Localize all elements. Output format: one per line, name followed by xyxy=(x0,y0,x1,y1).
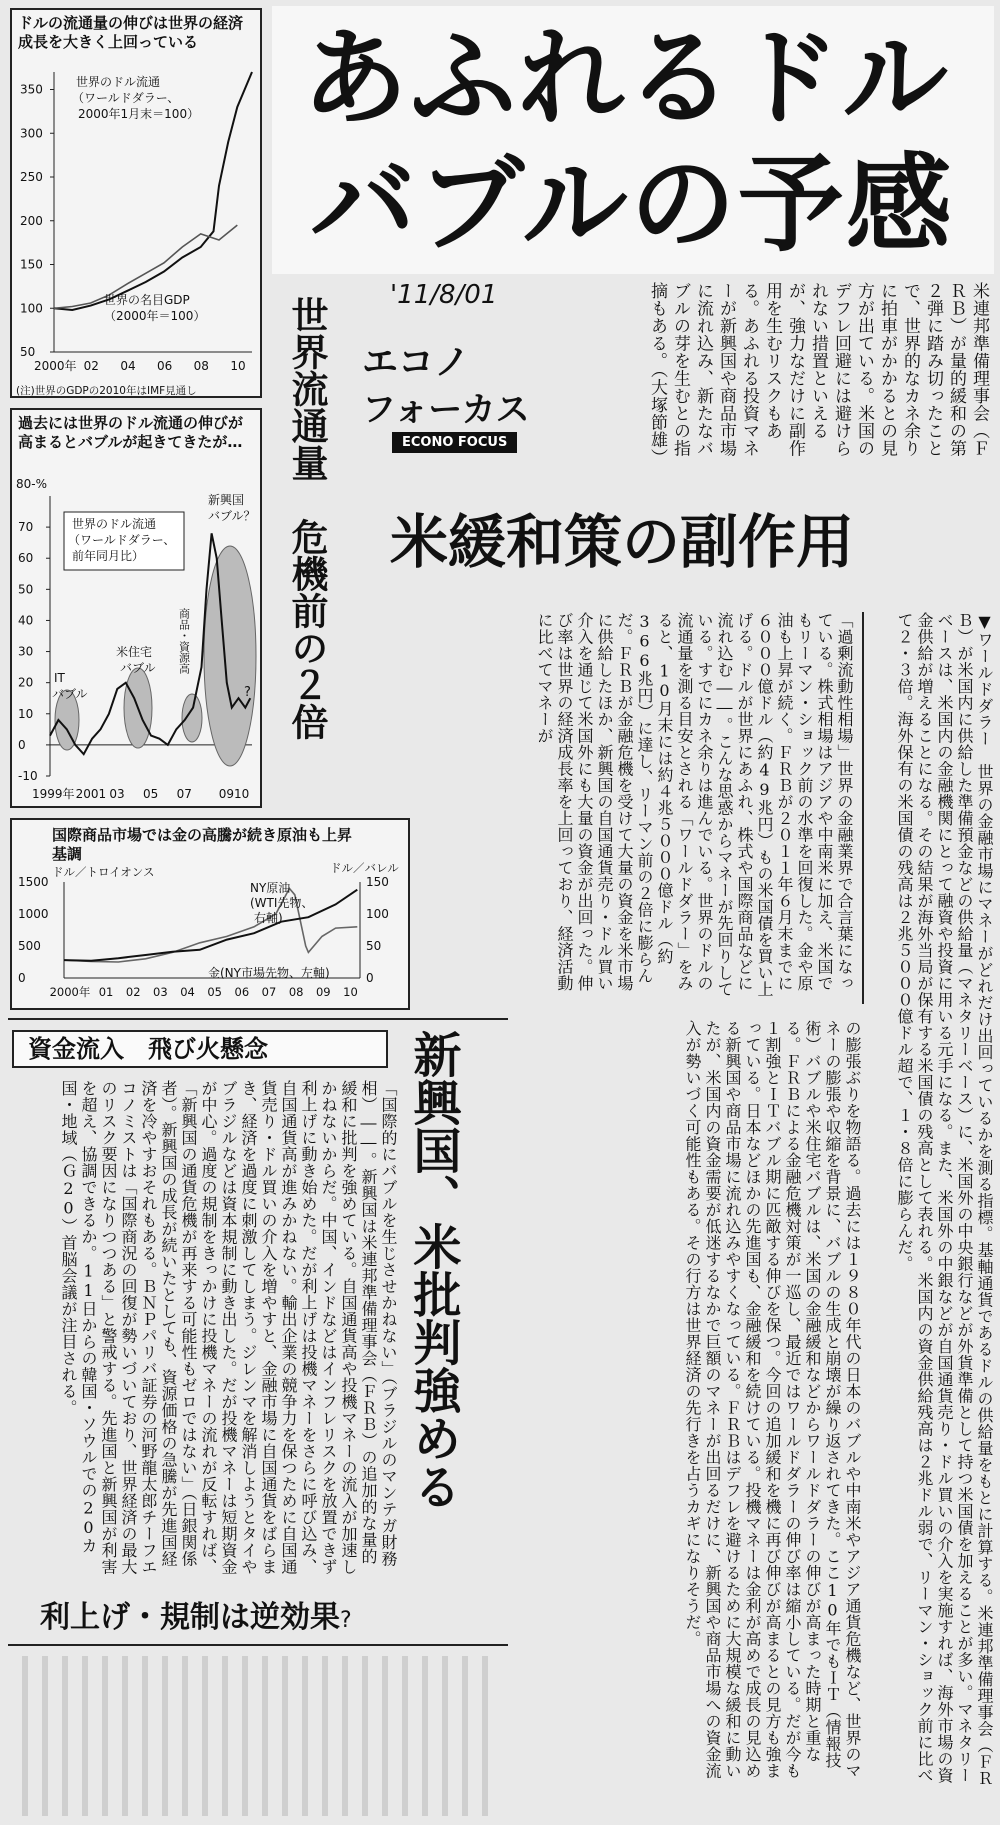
chart2-annot-commodity: 商品・資源高 xyxy=(177,608,191,674)
chart2-legend1: 世界のドル流通 xyxy=(72,517,157,531)
chart2-annot-it2: バブル xyxy=(52,687,88,701)
chart3-xtick-label: 08 xyxy=(288,985,304,999)
body-mid: の膨張ぶりを物語る。過去には１９８０年代の日本のバブルや中南米やアジア通貨危機など、世界のマネーの膨張や収縮を背景に、バブルの生成と崩壊が繰り返されてきた。ここ10年でもＩＴ（情報技術）バブルや米住宅バブルは、米国の金融緩和などからワールドダラーの伸びが高まった時期と重なる。ＦＲＢによる金融危機対策が一巡し、最近ではワールドダラーの伸び率は縮小している。だが今も１割強とＩＴバブル期に匹敵する伸びを保つ。今回の追加緩和を機に再び伸びが高まるとの見方も強まっている。日本などほかの先進国も、金融緩和を続けている。投機マネーは金利が高めで成長の見込める新興国や商品市場に流れ込みやすくなっている。ＦＲＢはデフレを避けるために大規模な緩和に動いたが、米国内の資金需要が低迷するなかで巨額のマネーが出回るだけに、新興国や商品市場への資金流入が勢いづく可能性もある。その行方は世界経済の先行きを占うカギになりそうだ。 xyxy=(683,1020,862,1779)
chart3-ytick-right: 0 xyxy=(366,971,374,985)
chart2-ytick-label: 30 xyxy=(18,644,34,659)
section2-banner xyxy=(12,1030,388,1068)
chart-dollar-vs-gdp xyxy=(10,8,262,398)
chart1-xtick-label: 06 xyxy=(157,359,173,373)
chart3-label-gold: 金(NY市場先物、左軸) xyxy=(208,966,330,980)
chart1-note: (注)世界のGDPの2010年はIMF見通し xyxy=(16,385,197,397)
chart2-title: 過去には世界のドル流通の伸びが高まるとバブルが起きてきたが… xyxy=(18,414,244,451)
chart3-label-oil: NY原油 xyxy=(250,881,291,895)
chart2-bubble-emerging xyxy=(204,546,256,766)
sub-headline: 米緩和策の副作用 xyxy=(390,508,855,576)
bottom-rule xyxy=(8,1644,508,1646)
chart3-xtick-label: 07 xyxy=(261,985,277,999)
headline-line2: バブルの予感 xyxy=(310,143,954,266)
chart1-ytick-label: 300 xyxy=(20,126,43,141)
bottom-columns-area xyxy=(14,1656,502,1816)
chart1-xtick-label: 02 xyxy=(83,359,99,373)
chart3-xtick-label: 05 xyxy=(207,985,222,999)
lead-paragraph: 米連邦準備理事会（ＦＲＢ）が量的緩和の第２弾に踏み切ったことで、世界的なカネ余りに拍車がかかるとの見方が出ている。米国のデフレ回避には避けられない措置といえるが、強力なだけに副作用を生むリスクもある。あふれる投資マネーが新興国や商品市場に流れ込み、新たなバブルの芽を生むとの指摘もある。（大塚節雄） xyxy=(647,282,989,466)
chart3-label-oil3: 右軸) xyxy=(254,911,283,925)
chart1-ytick-label: 50 xyxy=(20,345,36,359)
chart3-ytick-right: 100 xyxy=(366,907,389,921)
chart2-annot-house: 米住宅 xyxy=(116,645,153,659)
chart1-xtick-label: 2000年 xyxy=(34,359,77,373)
chart2-legend3: 前年同月比） xyxy=(72,549,145,563)
chart1-label-b: 世界の名目GDP xyxy=(104,293,190,307)
chart2-annot-q: ? xyxy=(244,685,251,700)
chart2-xtick-label: 2001 xyxy=(75,787,107,801)
chart2-svg xyxy=(12,476,260,806)
econo-focus-kicker xyxy=(362,278,538,468)
column-rule xyxy=(862,612,864,1004)
chart2-ytick-label: 0 xyxy=(18,737,26,752)
chart2-ytick-label: 70 xyxy=(18,520,34,535)
chart3-label-oil2: (WTI先物、 xyxy=(250,896,314,910)
kicker-word1: エコノ xyxy=(362,342,471,383)
chart3-xtick-label: 01 xyxy=(98,985,114,999)
chart1-title: ドルの流通量の伸びは世界の経済成長を大きく上回っている xyxy=(18,14,244,51)
chart3-xtick-label: 02 xyxy=(125,985,141,999)
headline-line1: あふれるドル xyxy=(302,17,950,140)
section2-headline: 新興国、米批判強める xyxy=(405,1030,461,1510)
section2-body: 「国際的にバブルを生じさせかねない」（ブラジルのマンテガ財務相）――。新興国は米連邦準備理事会（ＦＲＢ）の追加的な量的緩和に批判を強めている。自国通貨高や投機マネーの流入が加速しかねないからだ。中国、インドなどはインフレリスクを放置できず利上げに動き始めた。だが利上げは投機マネーをさらに呼び込み、自国通貨高が進みかねない。輸出企業の競争力を保つために自国通貨売り・ドル買いの介入を増やすと、金融市場に自国通貨をばらまき、経済を過度に刺激してしまう。ジレンマを解消しようとタイやブラジルなどは資本規制に動き出した。だが投機マネーは短期資金が中心。過度の規制をきっかけに投機マネーの流れが反転すれば、「新興国の通貨危機が再来する可能性もゼロではない」（日銀関係者）。新興国の成長が続いたとしても、資源価格の急騰が先進国経済を冷やすおそれもある。ＢＮＰパリバ証券の河野龍太郎チーフエコノミストは「国際商況の回復が勢いづいており、世界経済の最大のリスク要因になりつつある」と警戒する。先進国と新興国が利害を超え、協調できるか。11日からの韓国・ソウルでの20カ国・地域（Ｇ20）首脳会議が注目される。 xyxy=(59,1080,398,1575)
chart1-xtick-label: 08 xyxy=(193,359,209,373)
chart1-label-a3: 2000年1月末＝100） xyxy=(78,107,200,121)
chart3-xtick-label: 09 xyxy=(315,985,331,999)
main-headline xyxy=(272,6,994,274)
chart3-svg xyxy=(12,860,408,1010)
kicker-badge: ECONO FOCUS xyxy=(392,432,517,453)
chart2-xtick-label: 1999年 xyxy=(32,787,75,801)
chart2-xtick-label: 03 xyxy=(109,787,125,801)
chart3-xtick-label: 10 xyxy=(343,985,358,999)
chart2-annot-em: 新興国 xyxy=(208,493,245,507)
chart1-ytick-label: 250 xyxy=(20,170,43,184)
chart2-unit: 80-% xyxy=(16,477,48,491)
chart-dollar-growth-bubbles xyxy=(10,408,262,808)
chart2-legend2: （ワールドダラー、 xyxy=(68,533,176,547)
chart2-ytick-label: 20 xyxy=(18,675,34,690)
chart1-ytick-label: 200 xyxy=(20,213,43,228)
chart2-ytick-label: 10 xyxy=(18,706,34,721)
chart3-ytick-left: 500 xyxy=(18,939,41,953)
chart1-ytick-label: 100 xyxy=(20,301,43,316)
chart1-label-a2: （ワールドダラー、 xyxy=(72,91,180,105)
chart2-ytick-label: 40 xyxy=(18,613,34,628)
chart1-ytick-label: 350 xyxy=(20,82,43,97)
chart3-xtick-label: 04 xyxy=(180,985,195,999)
body-top: 「過剰流動性相場」世界の金融業界で合言葉になっている。株式相場はアジアや中南米に加え、米国でもリーマン・ショック前の水準を回復した。金や原油も上昇が続く。ＦＲＢが２０１１年６月末までに６０００億ドル（約49兆円）もの米国債を買い上げる。ドルが世界にあふれ、株式や国際商品などに流れ込む――。こんな思惑からマネーが先回りしている。すでにカネ余りは進んでいる。世界のドルの流通量を測る目安とされる「ワールドダラー」をみると、10月末には約４兆５０００億ドル（約366兆円）に達し、リーマン前の２倍に膨らんだ。ＦＲＢが金融危機を受けて大量の資金を米市場に供給したほか、新興国の自国通貨売り・ドル買い介入を通じて米国外にも大量の資金が出回った。伸び率は世界の経済成長率を上回っており、経済活動に比べてマネーが xyxy=(535,612,854,998)
kicker-date: '11/8/01 xyxy=(390,280,498,310)
section2-subhead xyxy=(40,1592,352,1636)
chart1-ytick-label: 150 xyxy=(20,257,43,272)
chart3-ytick-left: 0 xyxy=(18,971,26,985)
chart2-xtick-label: 07 xyxy=(176,787,192,801)
chart-commodities xyxy=(10,818,410,1010)
chart3-ytick-left: 1000 xyxy=(18,907,49,921)
chart1-label-b2: （2000年＝100） xyxy=(104,309,206,323)
section2-banner-text: 資金流入 飛び火懸念 xyxy=(28,1035,268,1063)
chart3-xtick-label: 03 xyxy=(153,985,168,999)
chart2-xtick-label: 0910 xyxy=(218,787,250,801)
chart2-annot-em2: バブル？ xyxy=(208,509,256,523)
chart3-xtick-label: 2000年 xyxy=(49,985,91,999)
section-rule xyxy=(8,1018,508,1020)
chart3-ytick-right: 50 xyxy=(366,939,382,953)
chart2-ytick-label: 60 xyxy=(18,551,34,566)
chart1-xtick-label: 10 xyxy=(230,359,246,373)
chart3-ytick-right: 150 xyxy=(366,875,389,889)
chart3-xtick-label: 06 xyxy=(234,985,250,999)
body-right-definition: ▼ワールドダラー 世界の金融市場にマネーがどれだけ出回っているかを測る指標。基軸通貨であるドルの供給量をもとに計算する。米連邦準備理事会（ＦＲＢ）が米国内に供給した準備預金などの供給量（マネタリーベース）に、米国外の中央銀行などが外貨準備として持つ米国債を加えることが多い。マネタリーベースは、米国内の金融機関にとって融資や投資に用いる元手になる。また、米国外の中銀などが自国通貨売り・ドル買いの介入を実施すれば、海外市場の資金供給が増えることになる。その結果が海外当局が保有する米国債の残高として表れる。米国内の資金供給残高は２兆ドル弱で、リーマン・ショック前に比べて２・３倍。海外保有の米国債の残高は２兆５０００億ドル超で、１・８倍に膨らんだ。 xyxy=(895,612,994,1787)
chart2-ytick-label: -10 xyxy=(18,769,38,783)
section2-subhead-text: 利上げ・規制は逆効果 xyxy=(40,1600,340,1635)
chart2-ytick-label: 50 xyxy=(18,582,34,597)
side-headline: 世界流通量 危機前の２倍 xyxy=(285,296,328,740)
chart3-unit-right: ドル／バレル xyxy=(330,861,399,875)
chart2-annot-house2: バブル xyxy=(120,661,156,675)
chart2-annot-it: IT xyxy=(54,671,65,685)
chart3-title: 国際商品市場では金の高騰が続き原油も上昇基調 xyxy=(52,826,353,863)
section2-subhead-mark: ? xyxy=(340,1608,352,1633)
chart1-svg xyxy=(12,52,260,402)
chart2-xtick-label: 05 xyxy=(143,787,159,801)
chart3-unit-left: ドル／トロイオンス xyxy=(52,865,155,879)
chart1-xtick-label: 04 xyxy=(120,359,136,373)
chart3-ytick-left: 1500 xyxy=(18,875,49,889)
kicker-word2: フォーカス xyxy=(362,390,530,430)
chart1-label-a: 世界のドル流通 xyxy=(76,75,161,89)
